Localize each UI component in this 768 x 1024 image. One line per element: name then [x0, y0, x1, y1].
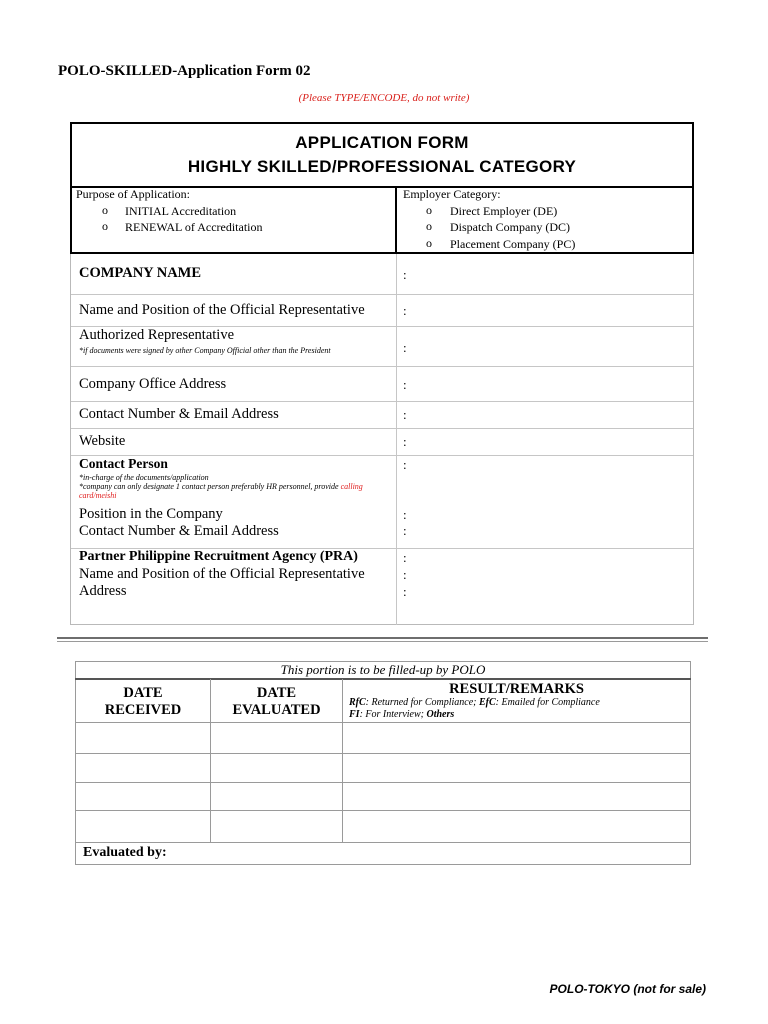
- purpose-divider: [395, 186, 397, 254]
- contact-person-note-text: *company can only designate 1 contact person preferably HR personnel, provide: [79, 482, 339, 491]
- pra-rep-label: Name and Position of the Official Representative: [79, 566, 365, 582]
- polo-caption-divider: [75, 678, 691, 680]
- polo-row-divider: [75, 842, 691, 843]
- evaluated-by-label: Evaluated by:: [83, 845, 167, 860]
- employer-option-placement[interactable]: Placement Company (PC): [450, 237, 576, 251]
- website-label: Website: [79, 433, 126, 449]
- contact-person-note: [79, 473, 389, 500]
- contact-person-note-line1: *in-charge of the documents/application: [79, 473, 209, 482]
- website-field[interactable]: :: [403, 434, 407, 449]
- section-separator: [57, 637, 708, 639]
- form-heading: APPLICATION FORM: [295, 133, 469, 152]
- efc-code: EfC: [478, 697, 496, 708]
- date-evaluated-header: [211, 685, 342, 719]
- pra-address-label: Address: [79, 583, 127, 599]
- calling-card-note: calling card/meishi: [79, 482, 363, 500]
- date-received-cell[interactable]: [76, 754, 210, 782]
- employer-option-direct[interactable]: Direct Employer (DE): [450, 204, 558, 218]
- company-name-field[interactable]: :: [403, 267, 407, 282]
- encode-instruction: (Please TYPE/ENCODE, do not write): [298, 92, 470, 104]
- date-received-cell[interactable]: [76, 783, 210, 810]
- purpose-label: Purpose of Application:: [76, 187, 190, 201]
- remarks-cell[interactable]: [343, 783, 690, 810]
- purpose-option-initial[interactable]: INITIAL Accreditation: [125, 204, 237, 218]
- purpose-option-bullet[interactable]: o: [102, 219, 108, 233]
- others-code: Others: [426, 709, 455, 720]
- date-evaluated-cell[interactable]: [211, 723, 342, 753]
- contact-person-label: Contact Person: [79, 456, 168, 471]
- official-rep-field[interactable]: :: [403, 303, 407, 318]
- date-received-header-line2: RECEIVED: [104, 702, 182, 718]
- official-rep-label: Name and Position of the Official Representative: [79, 302, 365, 318]
- polo-table-right: [690, 661, 691, 865]
- date-received-header: [76, 685, 210, 719]
- position-field[interactable]: :: [403, 507, 407, 522]
- fi-code: FI: [349, 709, 360, 720]
- contact-email2-field[interactable]: :: [403, 523, 407, 538]
- authorized-rep-field[interactable]: :: [403, 340, 407, 355]
- position-label: Position in the Company: [79, 506, 223, 522]
- office-address-label: Company Office Address: [79, 376, 227, 392]
- employer-label: Employer Category:: [403, 187, 501, 201]
- date-evaluated-header-line2: EVALUATED: [232, 702, 321, 718]
- date-received-cell[interactable]: [76, 723, 210, 753]
- pra-address-field[interactable]: :: [403, 584, 407, 599]
- pra-label: Partner Philippine Recruitment Agency (PRA): [79, 549, 358, 564]
- date-evaluated-cell[interactable]: [211, 783, 342, 810]
- rfc-text: : Returned for Compliance;: [365, 697, 479, 708]
- form-category: HIGHLY SKILLED/PROFESSIONAL CATEGORY: [187, 157, 577, 176]
- remarks-legend: [349, 697, 600, 721]
- purpose-option-bullet[interactable]: o: [102, 203, 108, 217]
- contact-email-label: Contact Number & Email Address: [79, 406, 279, 422]
- employer-option-bullet[interactable]: o: [426, 203, 432, 217]
- remarks-cell[interactable]: [343, 723, 690, 753]
- remarks-legend-line2: [349, 709, 600, 721]
- contact-person-field[interactable]: :: [403, 457, 407, 472]
- row-divider: [71, 401, 693, 402]
- footer-note: POLO-TOKYO (not for sale): [549, 982, 706, 996]
- form-header: [70, 122, 694, 188]
- date-received-header-line1: DATE: [123, 685, 163, 701]
- result-remarks-header: RESULT/REMARKS: [449, 681, 584, 697]
- polo-caption: This portion is to be filled-up by POLO: [280, 662, 486, 677]
- efc-text: : Emailed for Compliance: [495, 697, 600, 708]
- employer-option-bullet[interactable]: o: [426, 219, 432, 233]
- office-address-field[interactable]: :: [403, 377, 407, 392]
- remarks-legend-line1: [349, 697, 600, 709]
- fi-text: : For Interview;: [359, 709, 427, 720]
- row-divider: [71, 294, 693, 295]
- purpose-option-renewal[interactable]: RENEWAL of Accreditation: [125, 220, 263, 234]
- polo-table-bottom: [75, 864, 691, 865]
- contact-email2-label: Contact Number & Email Address: [79, 523, 279, 539]
- field-column-divider: [396, 254, 397, 625]
- authorized-rep-note: *if documents were signed by other Company Official other than the President: [79, 346, 331, 355]
- remarks-cell[interactable]: [343, 811, 690, 842]
- row-divider: [71, 428, 693, 429]
- employer-option-bullet[interactable]: o: [426, 236, 432, 250]
- company-name-label: COMPANY NAME: [79, 265, 202, 281]
- row-divider: [71, 366, 693, 367]
- pra-field[interactable]: :: [403, 550, 407, 565]
- date-received-cell[interactable]: [76, 811, 210, 842]
- rfc-code: RfC: [349, 697, 366, 708]
- pra-rep-field[interactable]: :: [403, 567, 407, 582]
- date-evaluated-cell[interactable]: [211, 811, 342, 842]
- date-evaluated-header-line1: DATE: [256, 685, 297, 701]
- remarks-cell[interactable]: [343, 754, 690, 782]
- contact-person-note-line2: [79, 482, 389, 500]
- section-separator: [57, 641, 708, 642]
- date-evaluated-cell[interactable]: [211, 754, 342, 782]
- employer-option-dispatch[interactable]: Dispatch Company (DC): [450, 220, 570, 234]
- authorized-rep-label: Authorized Representative: [79, 327, 235, 343]
- document-title: POLO-SKILLED-Application Form 02: [58, 63, 311, 79]
- contact-email-field[interactable]: :: [403, 407, 407, 422]
